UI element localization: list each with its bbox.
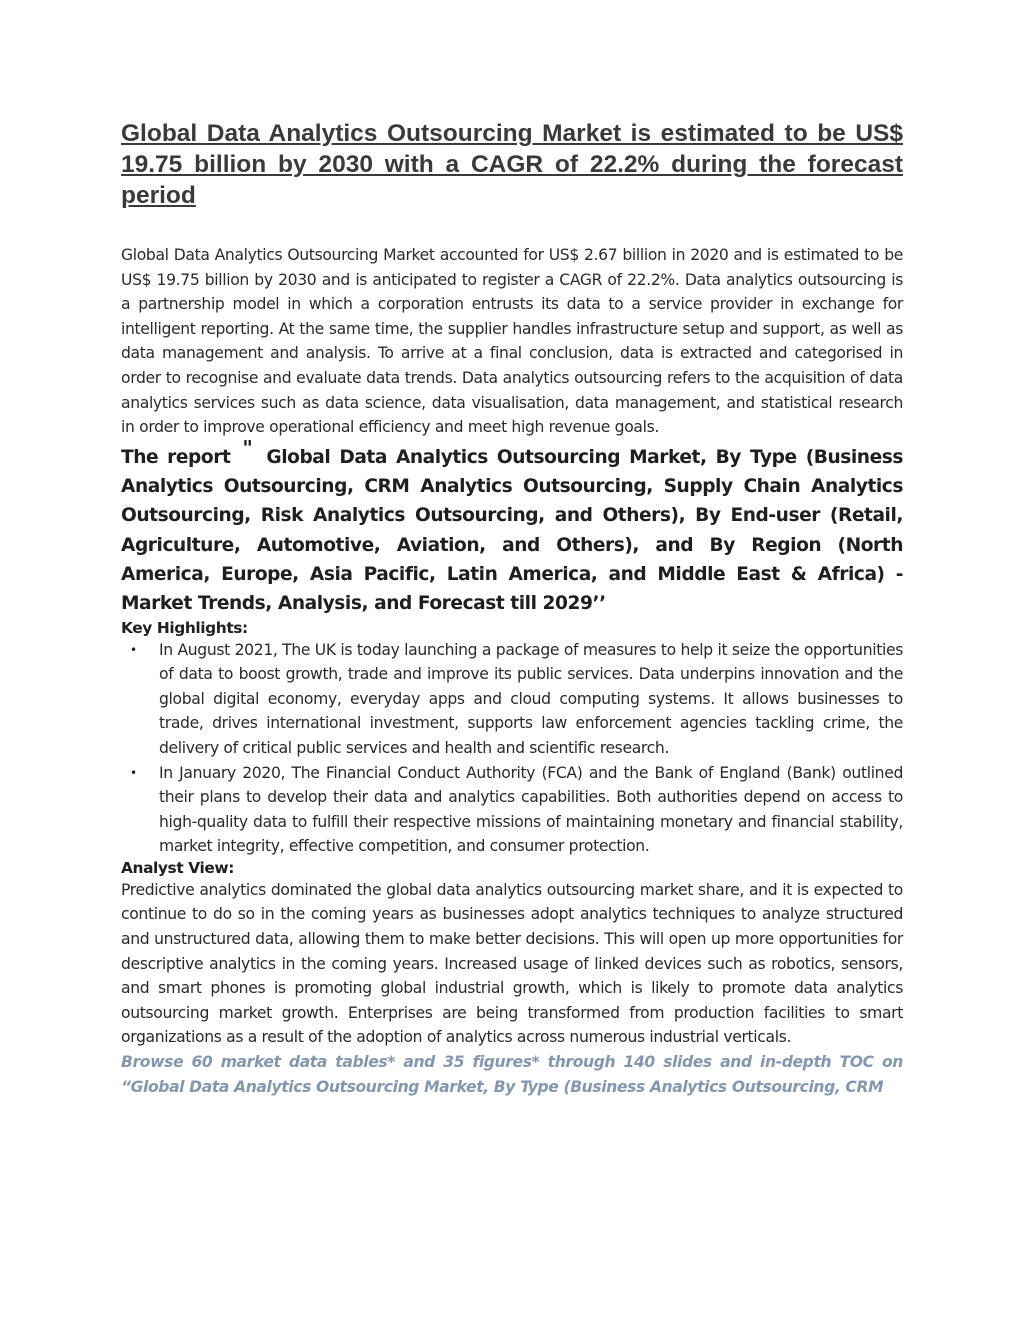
document-page: [121, 118, 903, 1099]
browse-link-text[interactable]: Browse 60 market data tables* and 35 figures* through 140 slides and in-depth TOC on “Global Data Analytics Outsourcing Market, By Type (Business Analytics Outsourcing, CRM: [121, 1053, 903, 1096]
intro-paragraph: Global Data Analytics Outsourcing Market accounted for US$ 2.67 billion in 2020 and is estimated to be US$ 19.75 billion by 2030 and is anticipated to register a CAGR of 22.2%. Data analytics outsourcing is a partnership model in which a corporation entrusts its data to a service provider in exchange for intelligent reporting. At the same time, the supplier handles infrastructure setup and support, as well as data management and analysis. To arrive at a final conclusion, data is extracted and categorised in order to recognise and evaluate data trends. Data analytics outsourcing refers to the acquisition of data analytics services such as data science, data visualisation, data management, and statistical research in order to improve operational efficiency and meet high revenue goals.: [121, 246, 903, 437]
analyst-view-label: Analyst View:: [121, 858, 234, 877]
bullet-icon: •: [130, 765, 138, 780]
bullet-icon: •: [130, 642, 138, 657]
highlight-text: In January 2020, The Financial Conduct Authority (FCA) and the Bank of England (Bank) outlined their plans to develop their data and analytics capabilities. Both authorities depend on access to high-quality data to fulfill their respective missions of maintaining monetary and financial stability, market integrity, effective competition, and consumer protection.: [159, 763, 903, 856]
key-highlights-label: Key Highlights:: [121, 618, 248, 637]
highlight-text: In August 2021, The UK is today launching a package of measures to help it seize the opportunities of data to boost growth, trade and improve its public services. Data underpins innovation and the global digital economy, everyday apps and cloud computing systems. It allows businesses to trade, drives international investment, supports law enforcement agencies tackling crime, the delivery of critical public services and health and scientific research.: [159, 640, 903, 757]
report-title: Global Data Analytics Outsourcing Market, By Type (Business Analytics Outsourcing, CRM Analytics Outsourcing, Supply Chain Analytics Outsourcing, Risk Analytics Outsourcing, and Others), By End-user (Retail, Agriculture, Automotive, Aviation, and Others), and By Region (North America, Europe, Asia Pacific, Latin America, and Middle East & Africa) - Market Trends, Analysis, and Forecast till 2029’’: [121, 446, 903, 615]
analyst-view-paragraph: Predictive analytics dominated the global data analytics outsourcing market share, and it is expected to continue to do so in the coming years as businesses adopt analytics techniques to analyze structured and unstructured data, allowing them to make better decisions. This will open up more opportunities for descriptive analytics in the coming years. Increased usage of linked devices such as robotics, sensors, and smart phones is promoting global industrial growth, which is likely to promote data analytics outsourcing market growth. Enterprises are being transformed from production facilities to smart organizations as a result of the adoption of analytics across numerous industrial verticals.: [121, 880, 903, 1047]
report-quote-mark: ": [242, 435, 253, 460]
document-title: Global Data Analytics Outsourcing Market is estimated to be US$ 19.75 billion by 2030 with a CAGR of 22.2% during the forecast period: [121, 120, 903, 209]
key-highlights-list: [121, 638, 903, 859]
list-item: [121, 638, 903, 761]
report-prefix: The report: [121, 446, 231, 468]
list-item: [121, 761, 903, 859]
report-heading: [121, 435, 903, 619]
